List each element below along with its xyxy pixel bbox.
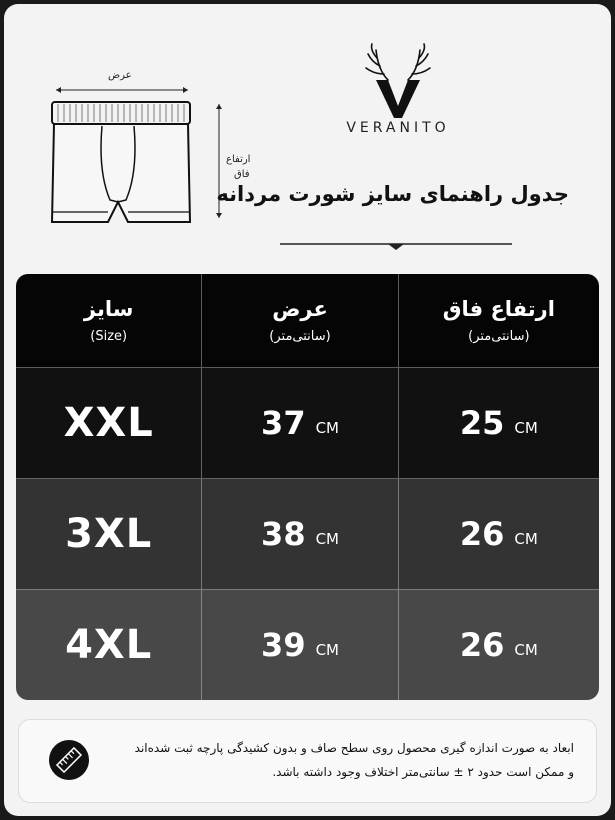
- width-value: 39: [261, 626, 306, 664]
- measurement-note: [18, 719, 597, 803]
- size-guide-card: [4, 4, 611, 816]
- width-label: عرض: [108, 70, 132, 81]
- header-rise-title: ارتفاع فاق: [442, 297, 555, 321]
- header-size: [16, 274, 201, 367]
- page-title: جدول راهنمای سایز شورت مردانه: [216, 182, 569, 206]
- width-value: 37: [261, 404, 306, 442]
- brand-logo: [334, 40, 462, 136]
- unit-label: CM: [514, 641, 538, 659]
- rise-value: 26: [459, 515, 505, 553]
- unit-label: CM: [514, 530, 538, 548]
- boxer-diagram: [40, 62, 260, 232]
- rise-value: 25: [459, 404, 505, 442]
- header-rise: [398, 274, 599, 367]
- header-width-title: عرض: [272, 297, 328, 321]
- deer-antlers-v-logo-icon: [358, 40, 438, 118]
- unit-label: CM: [315, 530, 339, 548]
- rise-label-line2: فاق: [234, 169, 250, 180]
- note-line-2: و ممکن است حدود ۲ ± سانتی‌متر اختلاف وجود داشته باشد.: [272, 765, 574, 779]
- header-width-subtitle: (سانتی‌متر): [269, 329, 331, 344]
- header-size-subtitle: (Size): [90, 329, 128, 344]
- rise-value: 26: [459, 626, 505, 664]
- unit-label: CM: [315, 641, 339, 659]
- size-value: 3XL: [65, 511, 153, 557]
- table-row: [16, 590, 599, 700]
- note-text: [114, 736, 574, 784]
- table-header-row: [16, 274, 599, 368]
- table-row: [16, 368, 599, 479]
- boxer-shorts-icon: [40, 62, 260, 232]
- ruler-icon: [49, 740, 89, 780]
- title-divider: [280, 242, 512, 250]
- size-table: [16, 274, 599, 700]
- header-size-title: سایز: [83, 297, 134, 321]
- brand-name: VERANITO: [346, 120, 450, 136]
- unit-label: CM: [315, 419, 339, 437]
- size-value: XXL: [63, 400, 154, 446]
- header-width: [201, 274, 397, 367]
- width-value: 38: [261, 515, 306, 553]
- table-row: [16, 479, 599, 590]
- unit-label: CM: [514, 419, 538, 437]
- rise-label-line1: ارتفاع: [226, 154, 251, 165]
- note-line-1: ابعاد به صورت اندازه گیری محصول روی سطح صاف و بدون کشیدگی پارچه ثبت شده‌اند: [134, 741, 574, 755]
- header-rise-subtitle: (سانتی‌متر): [468, 329, 530, 344]
- size-value: 4XL: [65, 622, 153, 668]
